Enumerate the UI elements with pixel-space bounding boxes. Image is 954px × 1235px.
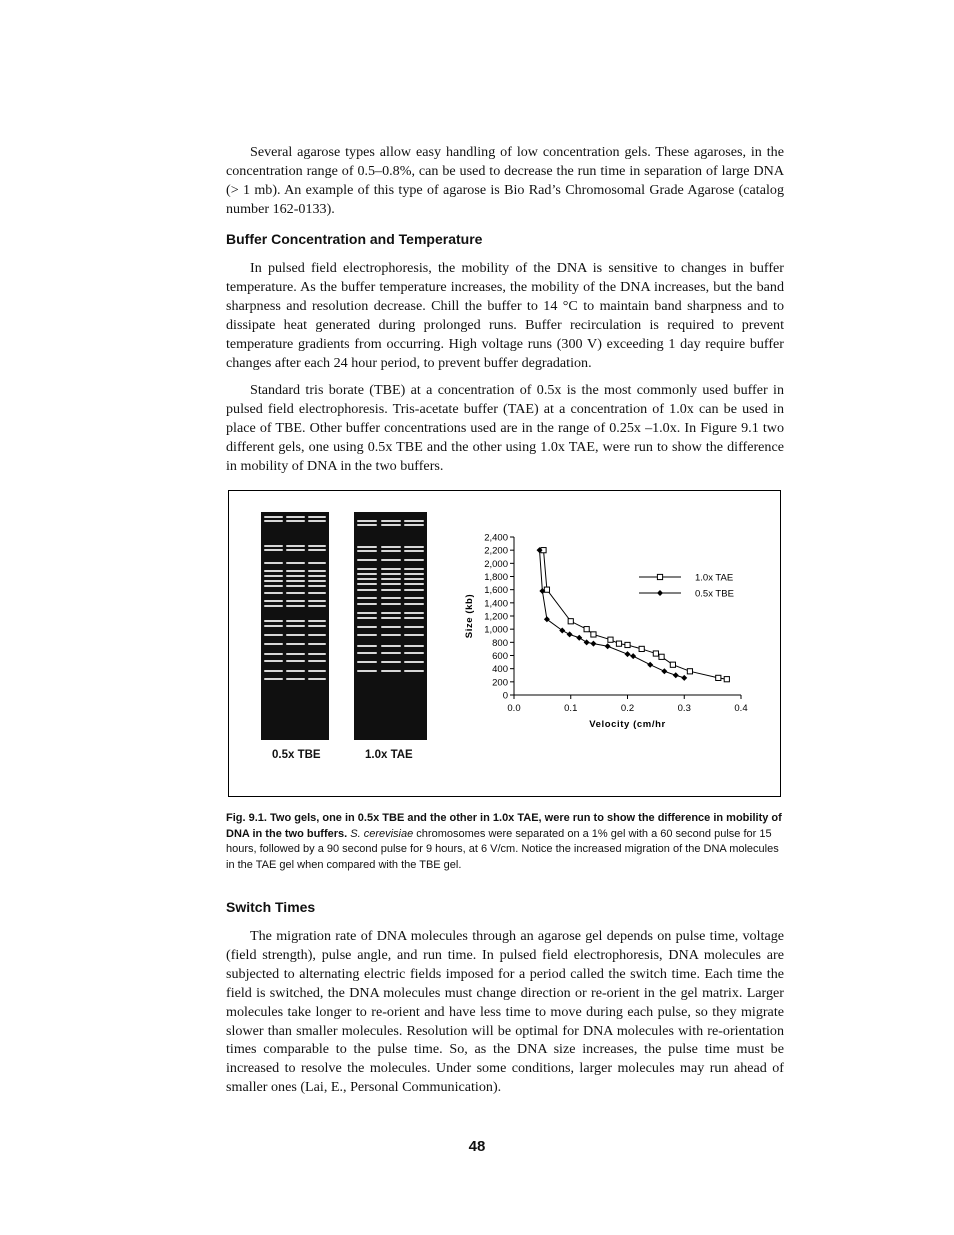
caption-rest: chromosomes were separated on a 1% gel with a 60 second pulse for 15 hours, followed by a 90 second pulse for 9 hours, at 6 V/cm. Notice the increased migration of the DNA molecules in the TAE gel when compared with the TBE gel.: [226, 827, 779, 871]
paragraph-switch-times: The migration rate of DNA molecules through an agarose gel depends on pulse time, voltage (field strength), pulse angle, and run time. In pulsed field electrophoresis, DNA molecules are subjected to alternating electric fields imposed for a period called the switch time. Each time the field is switched, the DNA molecules must change direction or re-orient in the gel matrix. Larger molecules take longer to re-orient and have less time to move during each pulse, so they migrate slower than smaller molecules. Resolution will be optimal for DNA molecules with re-orientation times comparable to the pulse time. So, as the DNA size increases, the pulse time must be increased to resolve the molecules. Under some conditions, larger molecules may run ahead of smaller ones (Lai, E., Personal Communication).: [226, 928, 784, 1096]
paragraph-agarose: Several agarose types allow easy handling of low concentration gels. These agaroses, in the concentration range of 0.5–0.8%, can be used to decrease the run time in separation of large DNA (> 1 mb). An example of this type of agarose is Bio Rad’s Chromosomal Grade Agarose (catalog number 162-0133).: [226, 144, 784, 217]
data-point: [673, 672, 679, 678]
y-tick-label: 2,400: [484, 532, 508, 544]
x-tick-label: 0.3: [677, 703, 691, 714]
size-velocity-chart: [229, 491, 779, 791]
y-axis-label: Size (kb): [464, 593, 475, 639]
data-point: [544, 587, 549, 592]
x-tick-label: 0.2: [620, 703, 635, 714]
y-tick-label: 2,000: [484, 558, 508, 570]
series-line-tae: [544, 550, 727, 679]
data-point: [567, 631, 573, 637]
y-tick-label: 1,000: [484, 624, 508, 636]
y-tick-label: 1,600: [484, 585, 508, 597]
y-tick-label: 1,400: [484, 598, 508, 610]
data-point: [687, 669, 692, 674]
data-point: [653, 651, 658, 656]
y-tick-label: 2,200: [484, 545, 508, 557]
data-point: [670, 662, 675, 667]
y-tick-label: 1,200: [484, 611, 508, 623]
data-point: [576, 635, 582, 641]
gel-label-tae: 1.0x TAE: [365, 749, 413, 761]
data-point: [616, 641, 621, 646]
data-point: [625, 651, 631, 657]
y-tick-label: 400: [492, 664, 508, 676]
y-tick-label: 200: [492, 677, 508, 689]
legend-label: 1.0x TAE: [695, 572, 734, 584]
caption-bold: Fig. 9.1. Two gels, one in 0.5x TBE and the other in 1.0x TAE, were run to show the difference in mobility of DNA in the two buffers.: [226, 812, 782, 840]
data-point: [590, 641, 596, 647]
x-tick-label: 0.0: [507, 703, 521, 714]
figure-9-1: [228, 490, 781, 797]
heading-buffer-concentration: Buffer Concentration and Temperature: [226, 231, 483, 247]
data-point: [605, 643, 611, 649]
y-tick-label: 1,800: [484, 572, 508, 583]
data-point: [625, 642, 630, 647]
heading-switch-times: Switch Times: [226, 899, 316, 915]
data-point: [608, 637, 613, 642]
data-point: [584, 627, 589, 632]
data-point: [724, 677, 729, 682]
caption-species: S. cerevisiae: [350, 827, 414, 840]
paragraph-buffer-types: Standard tris borate (TBE) at a concentration of 0.5x is the most commonly used buffer in pulsed field electrophoresis. Tris-acetate buffer (TAE) at a concentration of 1.0x can be used in place of TBE. Other buffer concentrations used are in the range of 0.25x –1.0x. In Figure 9.1 two different gels, one using 0.5x TBE and the other using 1.0x TAE, were run to show the difference in mobility of DNA in the two buffers.: [226, 382, 784, 474]
y-tick-label: 600: [492, 651, 508, 662]
x-tick-label: 0.4: [734, 703, 748, 714]
data-point: [716, 675, 721, 680]
data-point: [568, 619, 573, 624]
legend-marker: [657, 590, 663, 596]
data-point: [630, 653, 636, 659]
gel-label-tbe: 0.5x TBE: [272, 749, 321, 761]
x-tick-label: 0.1: [564, 703, 578, 714]
x-axis-label: Velocity (cm/hr: [589, 719, 666, 730]
y-tick-label: 800: [492, 637, 508, 649]
data-point: [639, 646, 644, 651]
figure-caption: [226, 811, 784, 873]
data-point: [681, 675, 687, 681]
legend-marker: [657, 574, 662, 579]
y-tick-label: 0: [502, 690, 508, 702]
data-point: [647, 662, 653, 668]
legend-label: 0.5x TBE: [695, 588, 734, 600]
data-point: [591, 632, 596, 637]
data-point: [584, 639, 590, 645]
data-point: [661, 668, 667, 674]
data-point: [659, 654, 664, 659]
page-number: 48: [468, 1138, 486, 1155]
paragraph-buffer-temperature: In pulsed field electrophoresis, the mobility of the DNA is sensitive to changes in buffer temperature. As the buffer temperature increases, the mobility of the DNA increases, but the band sharpness and resolution decrease. Chill the buffer to 14 °C to maintain band sharpness and to dissipate heat generated during prolonged runs. Buffer recirculation is required to prevent temperature gradients from occurring. High voltage runs (300 V) exceeding 1 day require buffer changes after each 24 hour period, to prevent buffer degradation.: [226, 260, 784, 371]
